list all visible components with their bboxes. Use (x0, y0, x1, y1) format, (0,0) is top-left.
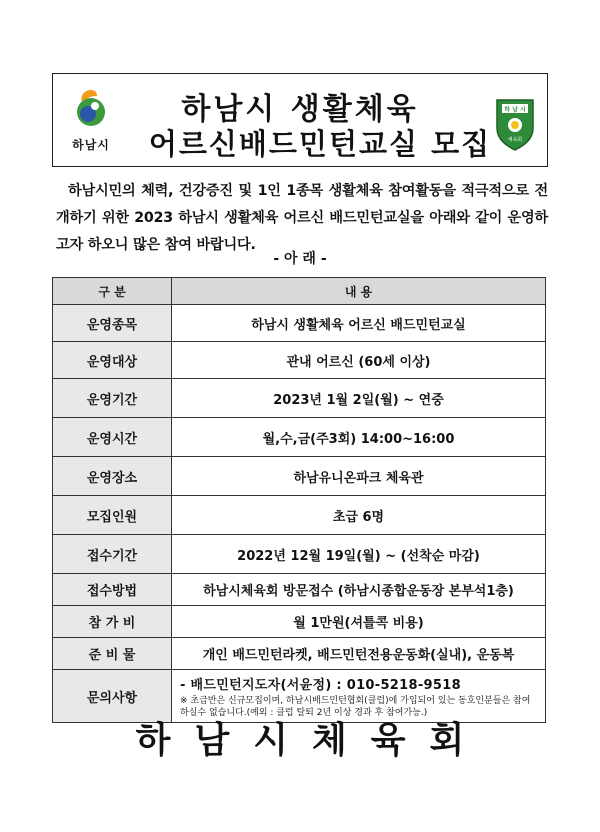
row-label: 접수방법 (53, 574, 172, 606)
table-row (53, 342, 546, 379)
header-content: 내 용 (172, 278, 546, 305)
table-row (53, 418, 546, 457)
title-line2: 어르신배드민턴교실 모집 (148, 127, 492, 161)
row-value: 하남유니온파크 체육관 (172, 457, 546, 496)
table-row (53, 379, 546, 418)
row-label: 운영대상 (53, 342, 172, 379)
sports-council-emblem (493, 96, 537, 152)
row-value: 월,수,금(주3회) 14:00~16:00 (172, 418, 546, 457)
row-value: 2023년 1월 2일(월) ~ 연중 (172, 379, 546, 418)
row-value: 2022년 12월 19일(월) ~ (선착순 마감) (172, 535, 546, 574)
header-category: 구 분 (53, 278, 172, 305)
row-label: 운영기간 (53, 379, 172, 418)
row-value: 관내 어르신 (60세 이상) (172, 342, 546, 379)
intro-paragraph: 하남시민의 체력, 건강증진 및 1인 1종목 생활체육 참여활동을 적극적으로 전개하기 위한 2023 하남시 생활체육 어르신 배드민턴교실을 아래와 같이 운영하고자 하오니 많은 참여 바랍니다. (56, 183, 548, 253)
contact-note: ※ 초급반은 신규모집이며, 하남시배드민턴협회(클럽)에 가입되어 있는 동호인분들은 참여하실수 없습니다.(예외 : 클럽 탈퇴 2년 이상 경과 후 참여가능.) (180, 695, 531, 718)
row-value: 개인 배드민턴라켓, 배드민턴전용운동화(실내), 운동복 (172, 638, 546, 670)
row-label: 운영시간 (53, 418, 172, 457)
row-label: 모집인원 (53, 496, 172, 535)
table-header-row (53, 278, 546, 305)
emblem-text-top: 하 남 시 (504, 106, 526, 114)
city-logo-text: 하남시 (72, 138, 110, 152)
emblem-text-bottom: 체육회 (507, 137, 523, 143)
table-row (53, 496, 546, 535)
shield-emblem-icon (493, 96, 537, 152)
table-row (53, 457, 546, 496)
header-box (52, 73, 548, 167)
ahrae-divider: - 아 래 - (273, 251, 327, 267)
row-value: 하남시 생활체육 어르신 배드민턴교실 (172, 305, 546, 342)
table-row (53, 305, 546, 342)
row-value: 초급 6명 (172, 496, 546, 535)
row-label: 운영장소 (53, 457, 172, 496)
table-row (53, 535, 546, 574)
row-label: 운영종목 (53, 305, 172, 342)
row-label: 문의사항 (53, 670, 172, 723)
row-value: 월 1만원(셔틀콕 비용) (172, 606, 546, 638)
row-label: 준 비 물 (53, 638, 172, 670)
contact-phone: - 배드민턴지도자(서윤정) : 010-5218-9518 (180, 677, 461, 693)
row-value: 하남시체육회 방문접수 (하남시종합운동장 본부석1층) (172, 574, 546, 606)
row-label: 참 가 비 (53, 606, 172, 638)
table-row (53, 574, 546, 606)
footer-organization: 하남시체육회 (135, 720, 489, 761)
title-line1: 하남시 생활체육 (181, 92, 419, 127)
table-row (53, 638, 546, 670)
info-table (52, 277, 546, 723)
row-label: 접수기간 (53, 535, 172, 574)
table-row (53, 606, 546, 638)
